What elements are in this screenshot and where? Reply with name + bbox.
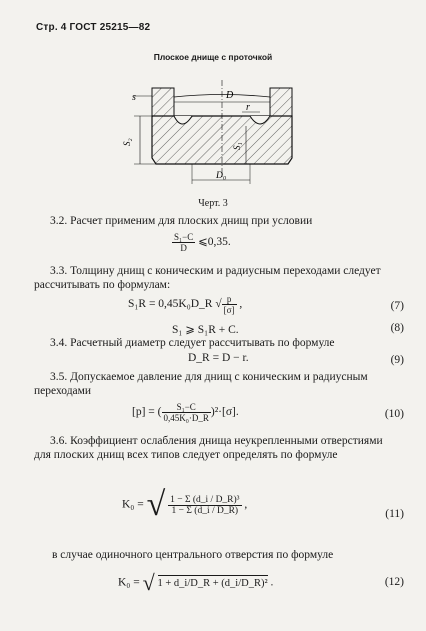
paragraph-3-3: 3.3. Толщину днищ с коническим и радиусным переходами следует рассчитывать по формулам: bbox=[34, 265, 381, 291]
formula-7: S₁R = 0,45K₀D_R √ $\frac{p}{[\sigma]}$ , bbox=[128, 294, 243, 315]
formula-11: K₀ = √ $\frac{\text{1 − Σ (d\_i / D\_R)³}}{1 - \Sigma (d\_i / D\_R)}$ , bbox=[122, 486, 248, 523]
page-header: Стр. 4 ГОСТ 25215—82 bbox=[36, 22, 151, 33]
label-D: D bbox=[226, 90, 234, 101]
figure-title: Плоское днище с проточкой bbox=[153, 52, 273, 62]
paragraph-3-5: 3.5. Допускаемое давление для днищ с коническим и радиусным переходами bbox=[34, 371, 368, 397]
paragraph-3-4: 3.4. Расчетный диаметр следует рассчитывать по формуле bbox=[50, 337, 335, 349]
label-D0: D₀ bbox=[216, 171, 227, 181]
shell-wall-left bbox=[152, 88, 174, 116]
formula-11-number: (11) bbox=[385, 508, 404, 520]
formula-8: S₁ ⩾ S₁R + C. bbox=[172, 324, 239, 336]
paragraph-3-6: 3.6. Коэффициент ослабления днища неукрепленными отверстиями для плоских днищ всех типов следует определять по формуле bbox=[34, 435, 383, 461]
technical-drawing bbox=[100, 70, 330, 192]
formula-12: K₀ = √ 1 + d_i/D_R + (d_i/D_R)² . bbox=[118, 570, 274, 595]
formula-7-number: (7) bbox=[390, 300, 404, 312]
shell-wall-right bbox=[270, 88, 292, 116]
paragraph-3-2: 3.2. Расчет применим для плоских днищ при условии bbox=[50, 215, 313, 227]
label-s1: S₁ bbox=[232, 142, 242, 150]
label-s: s bbox=[132, 92, 136, 103]
label-r: r bbox=[246, 102, 250, 113]
formula-9-number: (9) bbox=[390, 354, 404, 366]
figure-caption: Черт. 3 bbox=[198, 198, 228, 209]
paragraph-single-hole: в случае одиночного центрального отверстия по формуле bbox=[52, 549, 334, 561]
formula-10-number: (10) bbox=[384, 408, 404, 420]
formula-8-number: (8) bbox=[390, 322, 404, 334]
formula-9: D_R = D − r. bbox=[188, 352, 249, 364]
condition-formula: $\frac{\text{S₁−C}}{D}$ ⩽0,35. bbox=[174, 232, 231, 253]
label-s2: S₂ bbox=[122, 138, 132, 146]
formula-12-number: (12) bbox=[384, 576, 404, 588]
formula-10: [p] = ( $\frac{\text{S₁−C}}{\text{0,45K₀·D\_R}}$ )²·[σ]. bbox=[132, 402, 239, 423]
